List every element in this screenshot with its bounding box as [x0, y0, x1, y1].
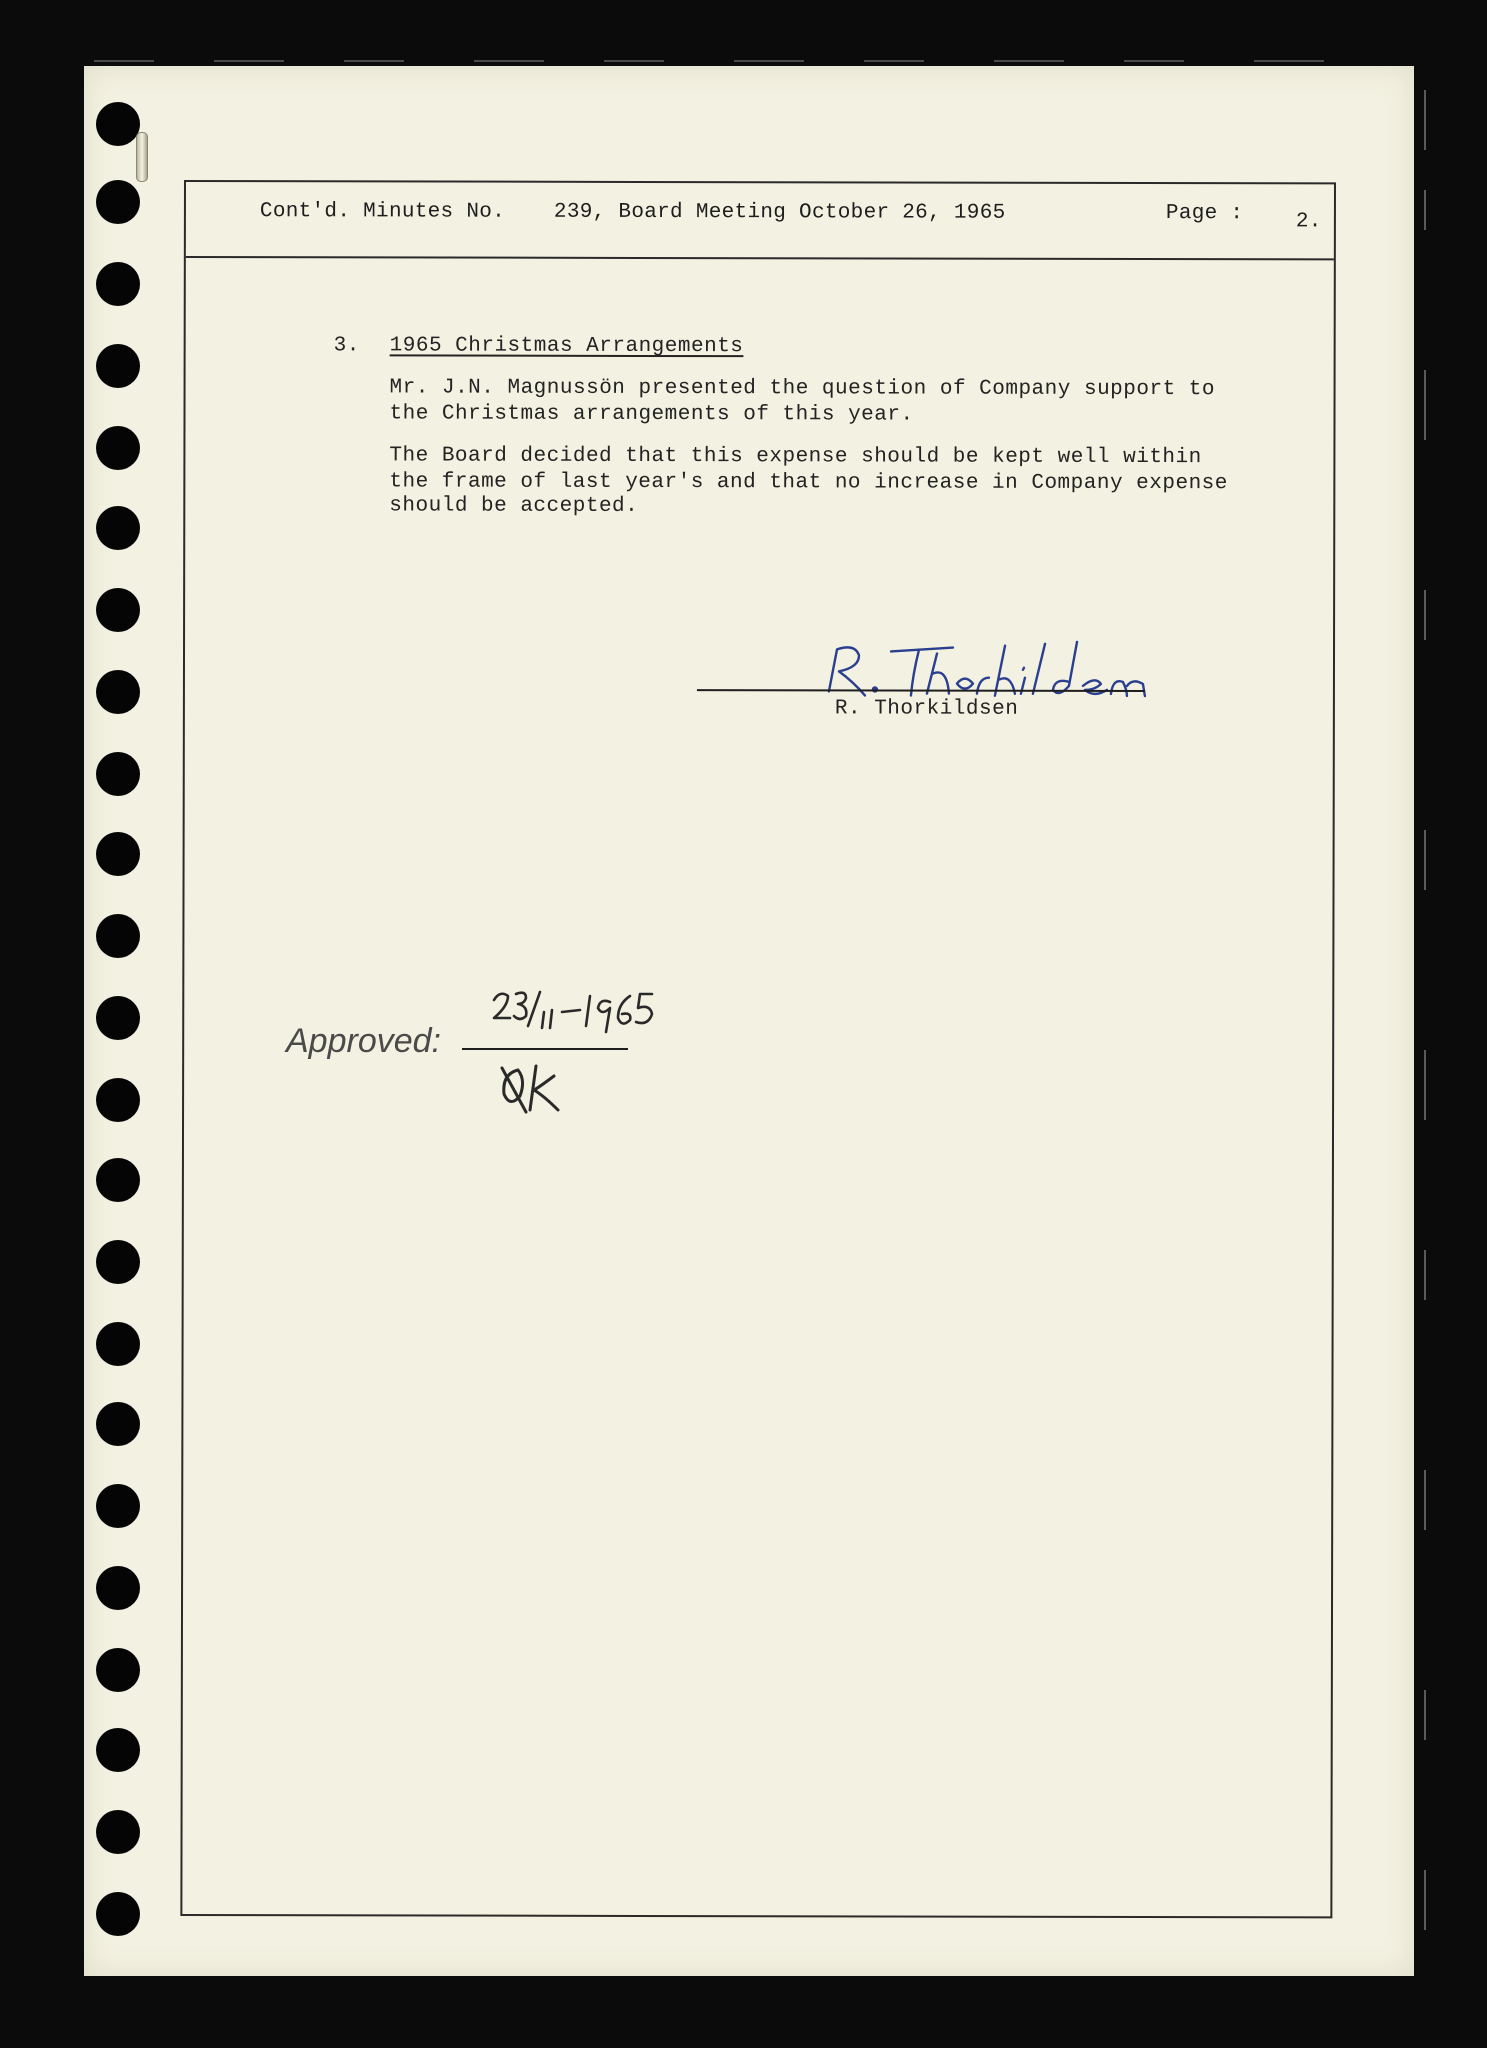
punch-hole	[96, 344, 140, 388]
punch-hole	[96, 1892, 140, 1936]
punch-hole	[96, 1484, 140, 1528]
item-title: 1965 Christmas Arrangements	[389, 334, 744, 359]
page-number: 2.	[1295, 210, 1322, 234]
punch-hole	[96, 1566, 140, 1610]
paragraph-line: should be accepted.	[389, 494, 639, 518]
punch-hole	[96, 832, 140, 876]
punch-hole	[96, 426, 140, 470]
punch-hole	[96, 180, 140, 224]
paragraph-line: Mr. J.N. Magnussön presented the question of Company support to	[389, 376, 1216, 402]
punch-hole	[96, 1322, 140, 1366]
punch-hole	[96, 262, 140, 306]
handwritten-approval-date	[480, 982, 700, 1052]
item-number: 3.	[333, 334, 360, 358]
punch-hole	[96, 1810, 140, 1854]
form-header	[186, 182, 1334, 260]
punch-hole	[96, 1078, 140, 1122]
punch-hole	[96, 506, 140, 550]
paragraph-line: the Christmas arrangements of this year.	[389, 402, 914, 427]
right-edge-marks	[1418, 70, 1438, 1970]
handwritten-approval-initials	[496, 1060, 576, 1120]
meeting-title: 239, Board Meeting October 26, 1965	[553, 200, 1006, 225]
punch-hole	[96, 670, 140, 714]
paragraph-line: the frame of last year's and that no increase in Company expense	[389, 470, 1228, 496]
punch-hole	[96, 914, 140, 958]
top-edge-marks	[84, 58, 1414, 64]
typed-signatory: R. Thorkildsen	[834, 697, 1019, 721]
approved-label: Approved:	[286, 1022, 441, 1060]
punch-hole	[96, 996, 140, 1040]
punch-hole	[96, 752, 140, 796]
page-label: Page :	[1165, 202, 1244, 226]
paragraph-line: The Board decided that this expense should be kept well within	[389, 444, 1202, 470]
staple	[136, 132, 148, 182]
punch-hole	[96, 1240, 140, 1284]
punch-hole	[96, 1402, 140, 1446]
punch-hole	[96, 1648, 140, 1692]
punch-hole	[96, 1158, 140, 1202]
punch-hole	[96, 588, 140, 632]
minutes-prefix: Cont'd. Minutes No.	[259, 200, 506, 224]
punch-hole	[96, 1728, 140, 1772]
punch-hole	[96, 102, 140, 146]
punch-holes	[96, 98, 142, 1958]
